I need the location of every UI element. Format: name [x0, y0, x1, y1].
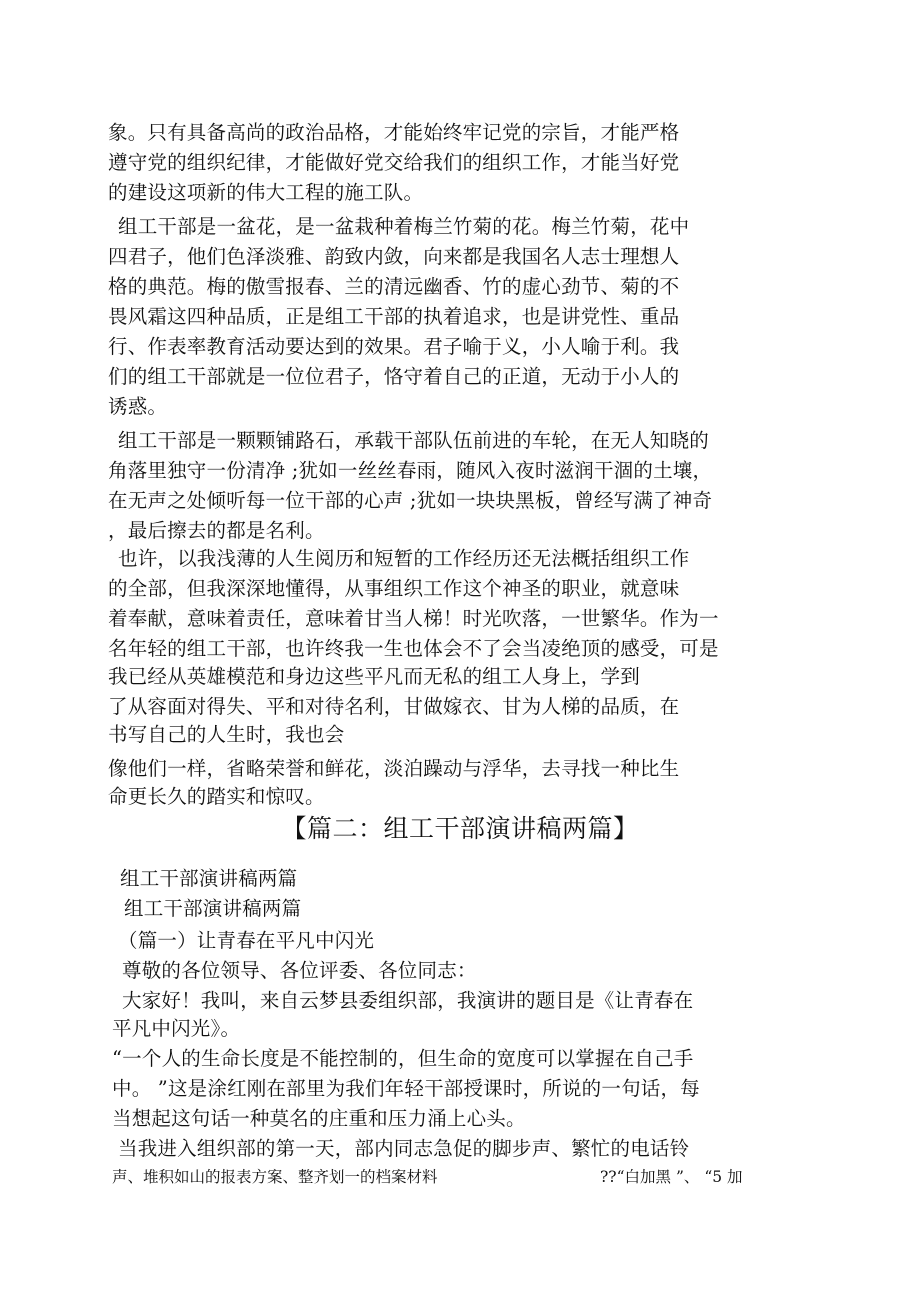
text-line: 平凡中闪光》。 — [112, 1017, 241, 1040]
text-line: 遵守党的组织纪律，才能做好党交给我们的组织工作，才能当好党 — [108, 151, 680, 174]
text-line: 也许，以我浅薄的人生阅历和短暂的工作经历还无法概括组织工作 — [118, 547, 690, 570]
text-line: 在无声之处倾听每一位干部的心声 ;犹如一块块黑板，曾经写满了神奇 — [108, 489, 713, 512]
text-line: 的全部，但我深深地懂得，从事组织工作这个神圣的职业，就意味 — [108, 577, 680, 600]
text-line: “一个人的生命长度是不能控制的，但生命的宽度可以掌握在自己手 — [112, 1047, 694, 1070]
text-line: 命更长久的踏实和惊叹。 — [108, 785, 325, 808]
text-line: 组工干部演讲稿两篇 — [124, 897, 302, 920]
text-line: 格的典范。梅的傲雪报春、兰的清远幽香、竹的虚心劲节、菊的不 — [108, 275, 680, 298]
text-line: 行、作表率教育活动要达到的效果。君子喻于义，小人喻于利。我 — [108, 335, 680, 358]
text-line: 我已经从英雄模范和身边这些平凡而无私的组工人身上，学到 — [108, 665, 640, 688]
text-line: ，最后擦去的都是名利。 — [108, 519, 325, 542]
text-line: 组工干部是一颗颗铺路石，承载干部队伍前进的车轮，在无人知晓的 — [118, 429, 710, 452]
text-line: 大家好！我叫，来自云梦县委组织部，我演讲的题目是《让青春在 — [122, 989, 694, 1012]
text-line: 们的组工干部就是一位位君子，恪守着自己的正道，无动于小人的 — [108, 365, 680, 388]
text-line: 象。只有具备高尚的政治品格，才能始终牢记党的宗旨，才能严格 — [108, 121, 680, 144]
text-line: 组工干部是一盆花，是一盆栽种着梅兰竹菊的花。梅兰竹菊，花中 — [118, 215, 690, 238]
text-line: 角落里独守一份清净 ;犹如一丝丝春雨，随风入夜时滋润干涸的土壤， — [108, 459, 713, 482]
text-line: （篇一）让青春在平凡中闪光 — [118, 929, 375, 952]
text-line: 名年轻的组工干部，也许终我一生也体会不了会当凌绝顶的感受，可是 — [108, 637, 719, 660]
text-line: 尊敬的各位领导、各位评委、各位同志： — [122, 959, 477, 982]
text-line: 着奉献，意味着责任，意味着甘当人梯！时光吹落，一世繁华。作为一 — [108, 607, 719, 630]
text-line: 的建设这项新的伟大工程的施工队。 — [108, 181, 424, 204]
text-line: 了从容面对得失、平和对待名利，甘做嫁衣、甘为人梯的品质，在 — [108, 695, 680, 718]
text-line: 当我进入组织部的第一天，部内同志急促的脚步声、繁忙的电话铃 — [118, 1137, 690, 1160]
text-line: 诱惑。 — [108, 395, 168, 418]
text-line: 像他们一样，省略荣誉和鲜花，淡泊躁动与浮华，去寻找一种比生 — [108, 757, 680, 780]
text-line: 中。 ”这是涂红刚在部里为我们年轻干部授课时，所说的一句话，每 — [112, 1077, 700, 1100]
text-line: 组工干部演讲稿两篇 — [120, 867, 298, 890]
text-line: 四君子，他们色泽淡雅、韵致内敛，向来都是我国名人志士理想人 — [108, 245, 680, 268]
text-fragment: ??“白加黑 ”、 “5 加 — [600, 1168, 743, 1186]
section-heading: 【篇二：组工干部演讲稿两篇】 — [281, 814, 639, 843]
text-line: 书写自己的人生时，我也会 — [108, 723, 345, 746]
text-fragment: 声、堆积如山的报表方案、整齐划一的档案材料 — [112, 1168, 438, 1186]
text-line: 当想起这句话一种莫名的庄重和压力涌上心头。 — [112, 1107, 526, 1130]
text-line: 畏风霜这四种品质，正是组工干部的执着追求，也是讲党性、重品 — [108, 305, 680, 328]
